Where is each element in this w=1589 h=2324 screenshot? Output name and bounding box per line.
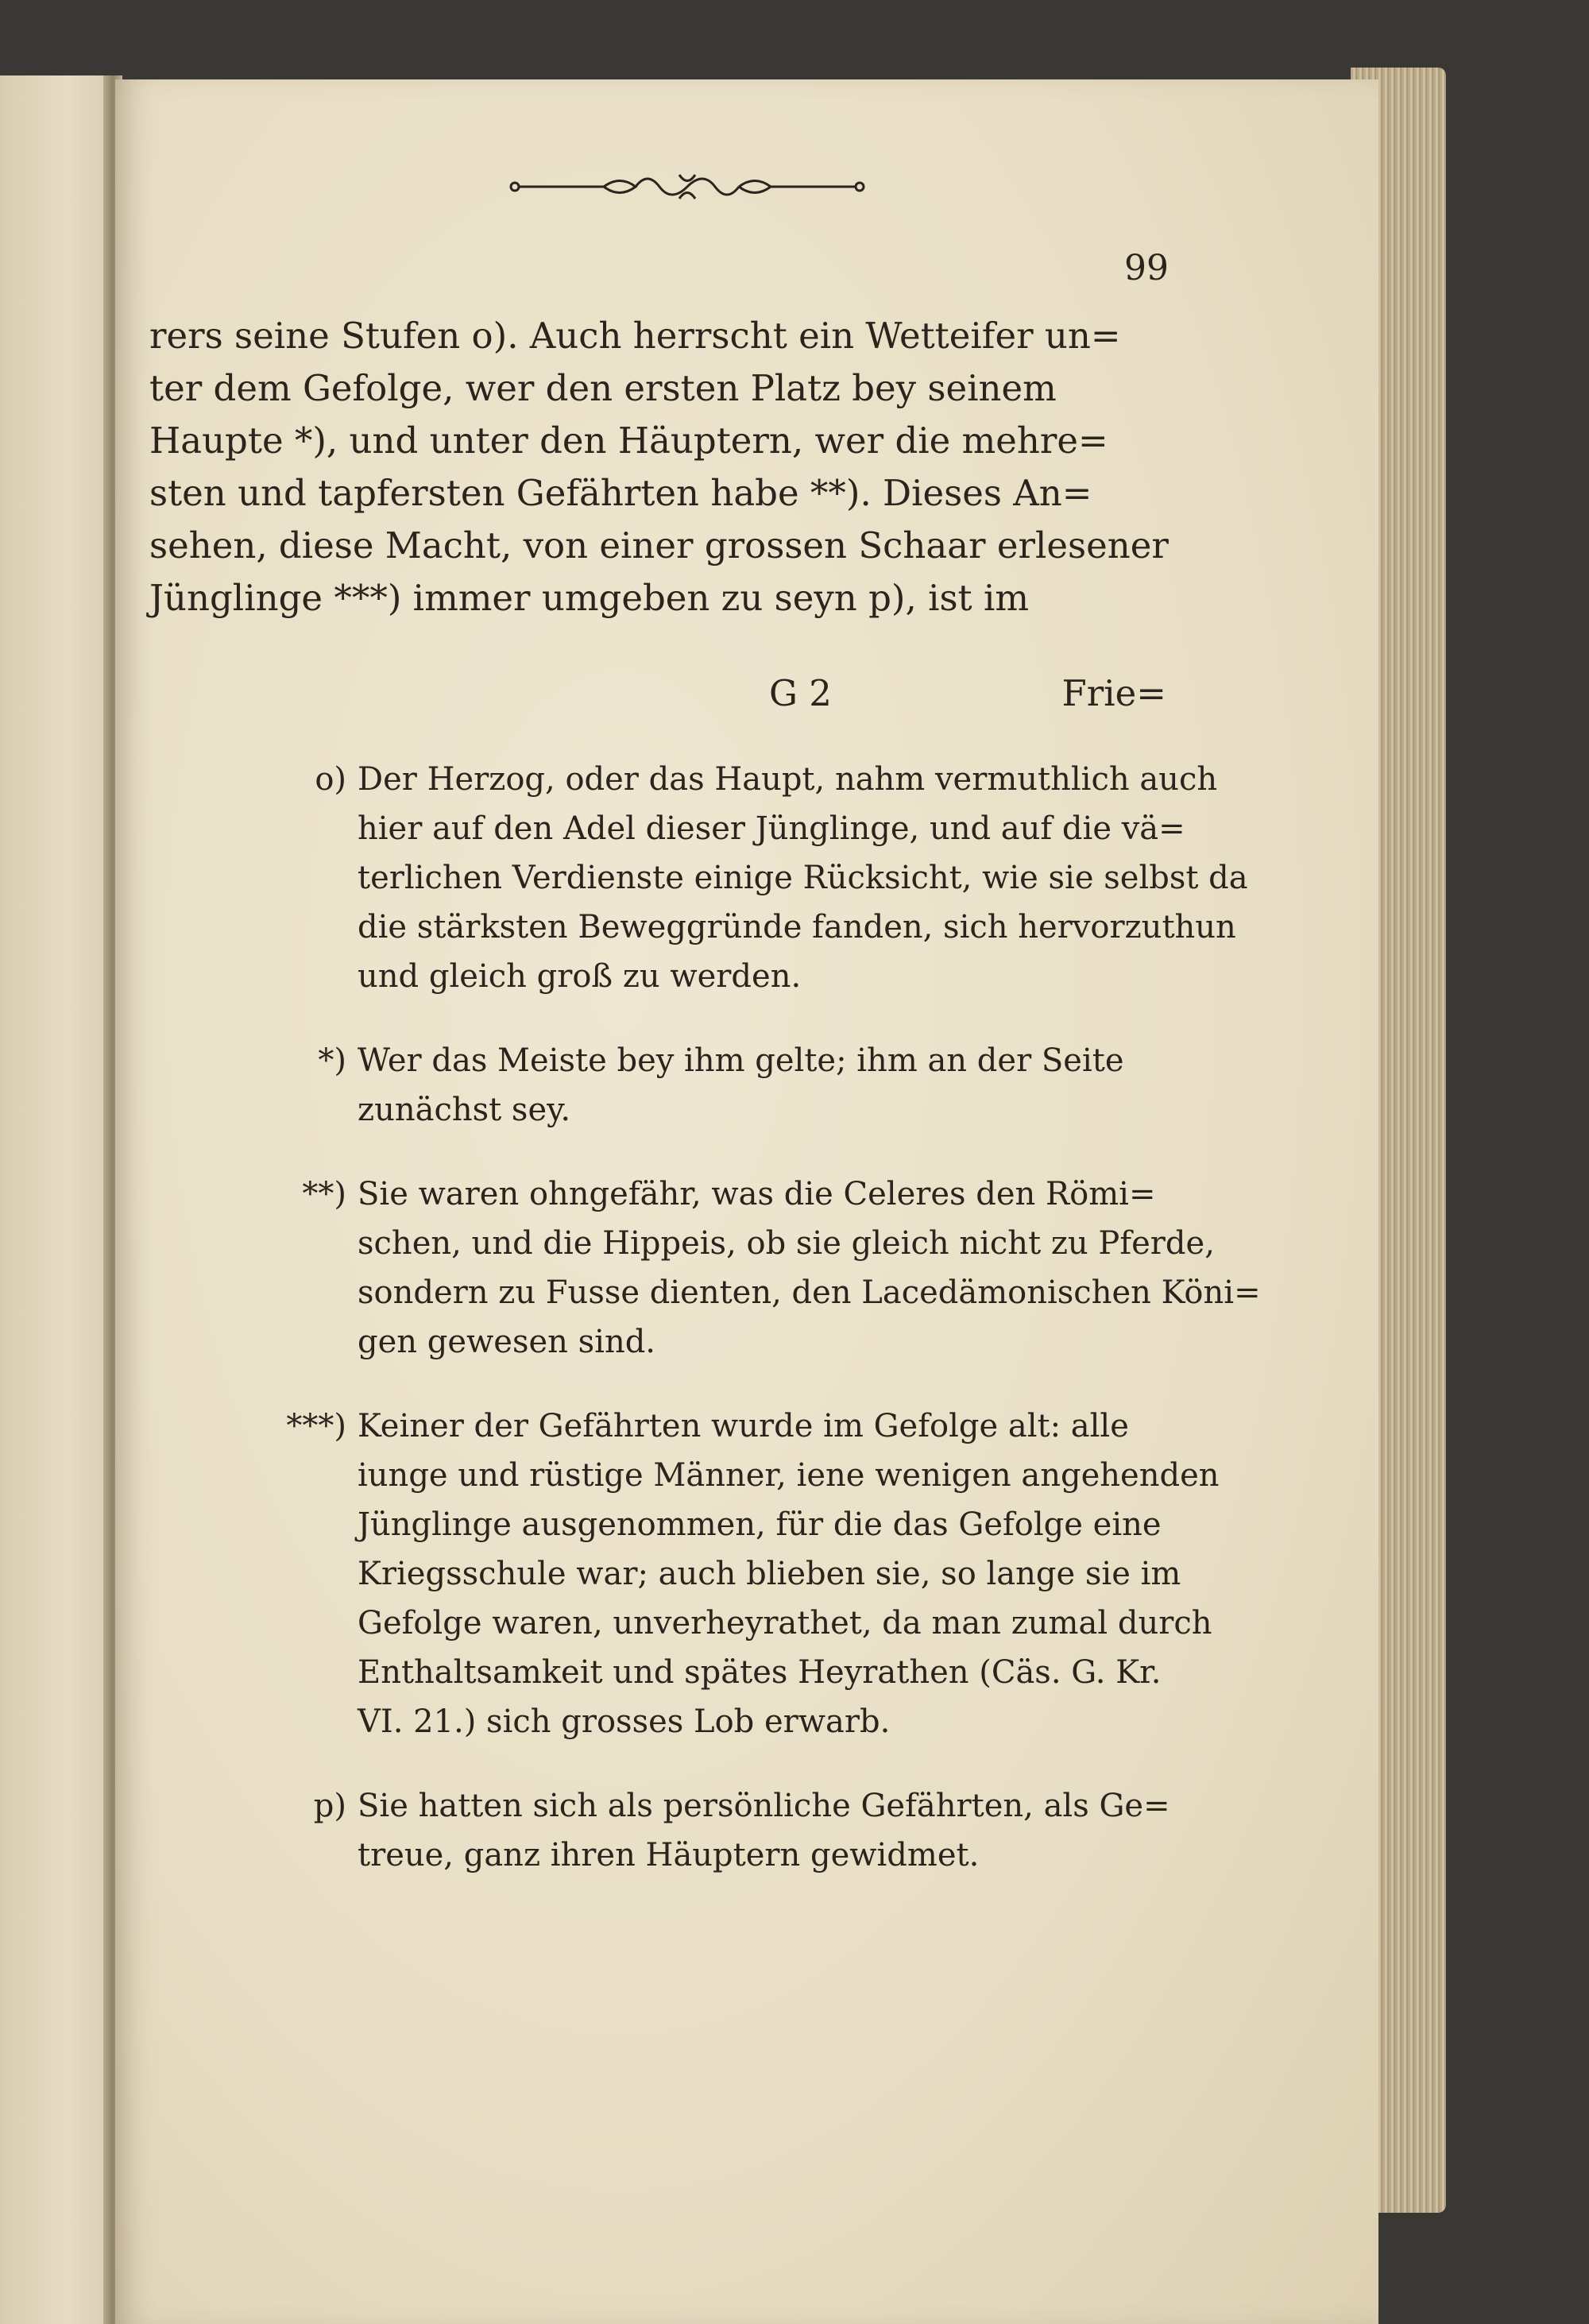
footnote-line: schen, und die Hippeis, ob sie gleich nicht zu Pferde, — [358, 1225, 1215, 1262]
main-text — [149, 310, 1169, 625]
footnote-line: treue, ganz ihren Häuptern gewidmet. — [358, 1837, 980, 1874]
facing-page-edge — [0, 75, 111, 2324]
footnote-line: Enthaltsamkeit und spätes Heyrathen (Cäs. G. Kr. — [358, 1654, 1162, 1691]
footnote-double-star — [159, 1170, 1261, 1367]
footnote-p — [159, 1781, 1176, 1880]
footnote-line: Der Herzog, oder das Haupt, nahm vermuthlich auch — [358, 761, 1218, 798]
footnote-marker: p) — [313, 1788, 346, 1824]
printer-signature: G 2 — [769, 672, 832, 714]
footnote-line: Jünglinge ausgenommen, für die das Gefolge eine — [358, 1506, 1162, 1543]
footnote-line: gen gewesen sind. — [358, 1324, 656, 1360]
header-ornament-icon — [508, 167, 866, 207]
footnote-line: Sie waren ohngefähr, was die Celeres den Römi= — [358, 1176, 1156, 1212]
footnote-marker: *) — [318, 1042, 346, 1079]
footnote-line: Wer das Meiste bey ihm gelte; ihm an der Seite — [358, 1042, 1124, 1079]
text-line: sehen, diese Macht, von einer grossen Schaar erlesener — [149, 524, 1169, 566]
footnote-line: Sie hatten sich als persönliche Gefährten, als Ge= — [358, 1788, 1170, 1824]
page-number: 99 — [1124, 248, 1169, 288]
footnote-triple-star — [159, 1402, 1220, 1746]
footnote-line: iunge und rüstige Männer, iene wenigen angehenden — [358, 1457, 1220, 1494]
footnote-marker: o) — [315, 761, 346, 798]
footnote-line: die stärksten Beweggründe fanden, sich hervorzuthun — [358, 909, 1236, 945]
text-line: Jünglinge ***) immer umgeben zu seyn p), ist im — [149, 577, 1030, 619]
catchword: Frie= — [1061, 672, 1166, 714]
footnote-line: Gefolge waren, unverheyrathet, da man zumal durch — [358, 1605, 1212, 1641]
footnote-o — [159, 755, 1248, 1001]
footnote-line: Kriegsschule war; auch blieben sie, so lange sie im — [358, 1556, 1181, 1592]
footnote-star — [159, 1036, 1176, 1135]
text-line: sten und tapfersten Gefährten habe **). Dieses An= — [149, 472, 1092, 514]
text-line: Haupte *), und unter den Häuptern, wer die mehre= — [149, 420, 1108, 462]
footnote-line: terlichen Verdienste einige Rücksicht, wie sie selbst da — [358, 860, 1248, 896]
footnote-line: Keiner der Gefährten wurde im Gefolge alt: alle — [358, 1408, 1129, 1444]
signature-row — [149, 672, 1166, 720]
footnote-marker: ***) — [286, 1408, 346, 1444]
footnote-line: sondern zu Fusse dienten, den Lacedämonischen Köni= — [358, 1274, 1261, 1311]
footnote-line: hier auf den Adel dieser Jünglinge, und auf die vä= — [358, 810, 1185, 847]
text-line: rers seine Stufen o). Auch herrscht ein Wetteifer un= — [149, 315, 1121, 357]
footnote-line: zunächst sey. — [358, 1092, 571, 1128]
footnotes — [159, 755, 1261, 1915]
footnote-line: VI. 21.) sich grosses Lob erwarb. — [358, 1703, 891, 1740]
text-line: ter dem Gefolge, wer den ersten Platz bey seinem — [149, 367, 1057, 409]
footnote-line: und gleich groß zu werden. — [358, 958, 802, 995]
footnote-marker: **) — [302, 1176, 346, 1212]
